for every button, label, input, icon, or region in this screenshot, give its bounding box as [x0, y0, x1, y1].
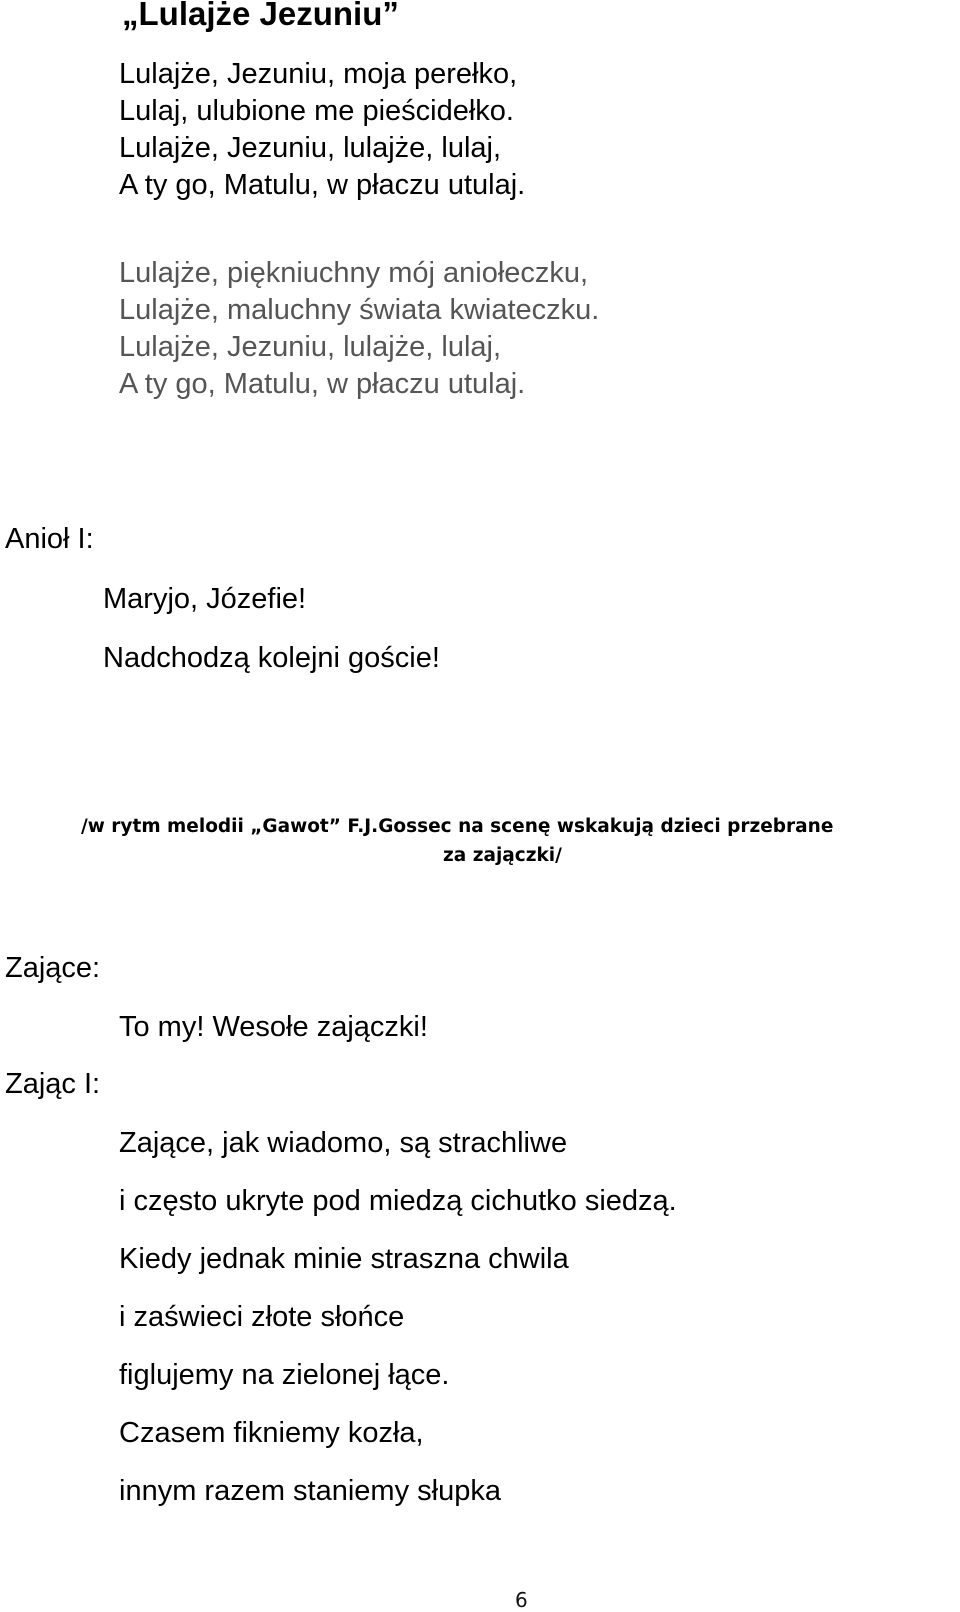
hare-line: Kiedy jednak minie straszna chwila — [119, 1243, 569, 1275]
speaker-angel: Anioł I: — [5, 523, 94, 555]
stanza-line: A ty go, Matulu, w płaczu utulaj. — [119, 368, 526, 400]
hares-group-line: To my! Wesołe zajączki! — [119, 1011, 428, 1043]
song-title: „Lulajże Jezuniu” — [122, 0, 399, 32]
speaker-hares: Zające: — [5, 952, 101, 984]
stanza-line: Lulajże, Jezuniu, lulajże, lulaj, — [119, 132, 502, 164]
stage-direction-line-1: /w rytm melodii „Gawot” F.J.Gossec na scenę wskakują dzieci przebrane — [81, 816, 834, 837]
page-number: 6 — [515, 1588, 528, 1612]
hare-line: figlujemy na zielonej łące. — [119, 1359, 450, 1391]
song-stanza-2 — [119, 255, 599, 403]
angel-line: Maryjo, Józefie! — [103, 583, 307, 615]
stanza-line: Lulajże, Jezuniu, moja perełko, — [119, 58, 518, 90]
angel-line: Nadchodzą kolejni goście! — [103, 642, 440, 674]
speaker-hare-one: Zając I: — [5, 1068, 101, 1100]
hare-line: Czasem fikniemy kozła, — [119, 1417, 424, 1449]
stanza-line: Lulaj, ulubione me pieścidełko. — [119, 95, 514, 127]
stage-direction-line-2: za zajączki/ — [443, 845, 562, 866]
stanza-line: Lulajże, maluchny świata kwiateczku. — [119, 294, 600, 326]
hare-line: i zaświeci złote słońce — [119, 1301, 405, 1333]
stanza-line: Lulajże, piękniuchny mój aniołeczku, — [119, 257, 589, 289]
hare-line: i często ukryte pod miedzą cichutko siedzą. — [119, 1185, 677, 1217]
stanza-line: Lulajże, Jezuniu, lulajże, lulaj, — [119, 331, 502, 363]
stanza-line: A ty go, Matulu, w płaczu utulaj. — [119, 169, 526, 201]
hare-line: innym razem staniemy słupka — [119, 1475, 501, 1507]
song-stanza-1 — [119, 56, 525, 204]
hare-line: Zające, jak wiadomo, są strachliwe — [119, 1127, 568, 1159]
